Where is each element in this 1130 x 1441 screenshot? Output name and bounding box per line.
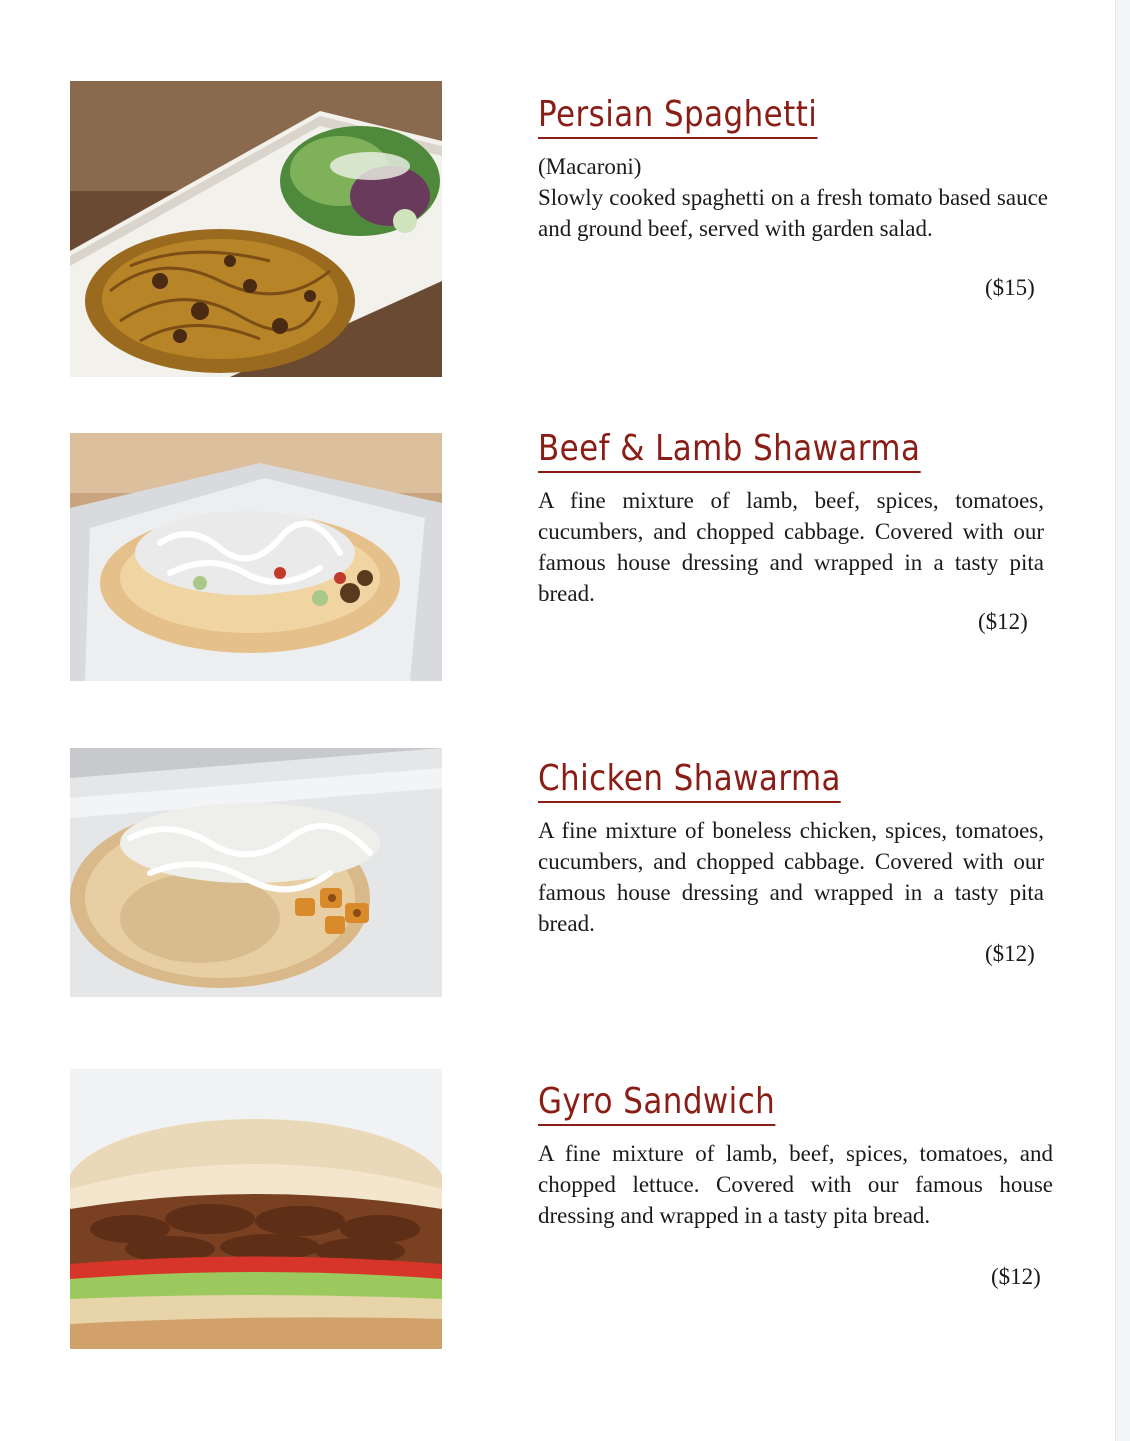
item-title: Gyro Sandwich (538, 1081, 775, 1126)
item-price: ($12) (985, 941, 1035, 966)
item-description: A fine mixture of boneless chicken, spices, tomatoes, cucumbers, and chopped cabbage. Covered with our famous house dressing and wrapped in a tasty pita bread. (538, 818, 1044, 936)
item-description: A fine mixture of lamb, beef, spices, tomatoes, cucumbers, and chopped cabbage. Covered with our famous house dressing and wrapped in a tasty pita bread. (538, 488, 1044, 606)
gyro-photo (70, 1069, 442, 1349)
item-description: A fine mixture of lamb, beef, spices, tomatoes, and chopped lettuce. Covered with our famous house dressing and wrapped in a tasty pita bread. (538, 1141, 1053, 1228)
page-edge (1115, 0, 1130, 1441)
item-price: ($12) (991, 1264, 1041, 1289)
item-title: Beef & Lamb Shawarma (538, 428, 920, 473)
item-price: ($12) (978, 609, 1028, 634)
item-subtitle: (Macaroni) (538, 154, 642, 179)
chicken-shawarma-photo (70, 748, 442, 997)
item-title: Chicken Shawarma (538, 758, 841, 803)
item-description: Slowly cooked spaghetti on a fresh tomato based sauce and ground beef, served with garden salad. (538, 185, 1048, 241)
item-price: ($15) (985, 275, 1035, 300)
spaghetti-photo (70, 81, 442, 377)
shawarma-photo (70, 433, 442, 681)
item-title: Persian Spaghetti (538, 94, 817, 139)
